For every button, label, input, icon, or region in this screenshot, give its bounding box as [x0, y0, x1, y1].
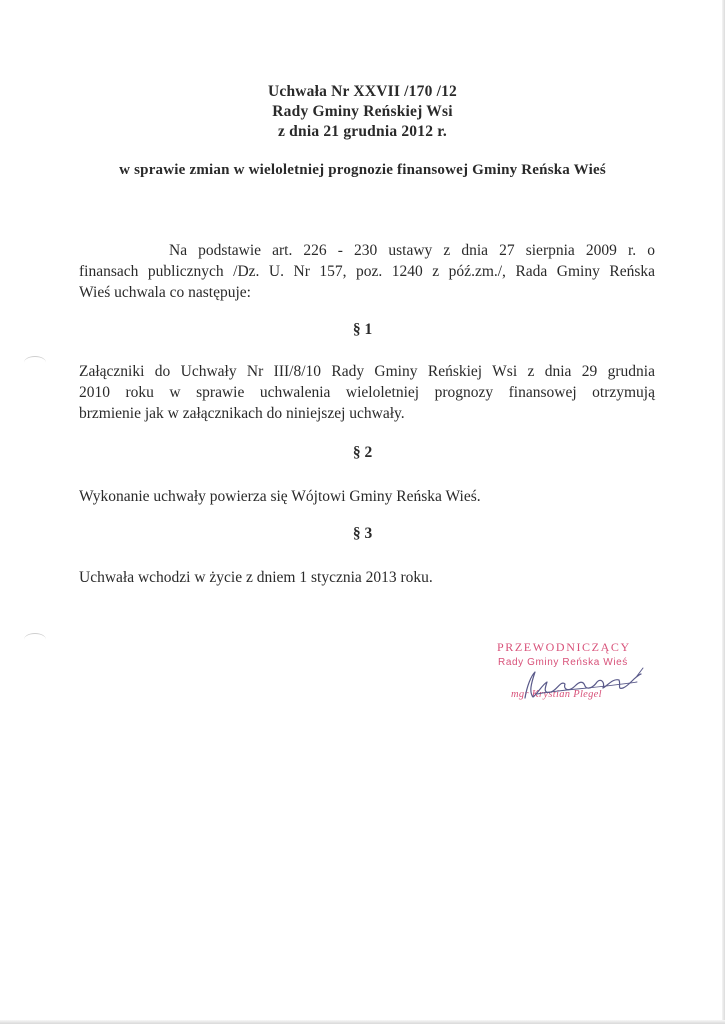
section-3-line: Uchwała wchodzi w życie z dniem 1 stycznia 2013 roku. [79, 569, 433, 586]
section-1-paragraph [79, 361, 655, 424]
section-3-paragraph [79, 567, 655, 588]
preamble-line: Na podstawie art. 226 - 230 ustawy z dnia 27 sierpnia 2009 r. o [169, 242, 655, 259]
stamp-organization: Rady Gminy Reńska Wieś [498, 657, 628, 668]
resolution-council: Rady Gminy Reńskiej Wsi [272, 103, 453, 120]
section-mark-3: § 3 [352, 525, 373, 542]
chairman-stamp [497, 640, 657, 710]
handwritten-signature [517, 664, 657, 704]
resolution-number: Uchwała Nr XXVII /170 /12 [268, 83, 457, 100]
preamble-line: finansach publicznych /Dz. U. Nr 157, poz. 1240 z póź.zm./, Rada Gminy Reńska [79, 263, 655, 280]
section-2-paragraph [79, 486, 655, 507]
stamp-name: mgr Krystian Plegel [511, 689, 602, 700]
section-mark-2: § 2 [352, 444, 373, 461]
scan-edge-bottom [0, 1020, 725, 1024]
punch-hole-mark-upper [24, 356, 46, 369]
preamble-paragraph [79, 240, 655, 303]
section-1-line: 2010 roku w sprawie uchwalenia wieloletniej prognozy finansowej otrzymują [79, 384, 655, 401]
section-2-line: Wykonanie uchwały powierza się Wójtowi Gminy Reńska Wieś. [79, 488, 481, 505]
resolution-subject: w sprawie zmian w wieloletniej prognozie finansowej Gminy Reńska Wieś [119, 162, 606, 178]
section-1-line: brzmienie jak w załącznikach do niniejszej uchwały. [79, 405, 405, 422]
section-1-line: Załączniki do Uchwały Nr III/8/10 Rady Gminy Reńskiej Wsi z dnia 29 grudnia [79, 363, 655, 380]
preamble-line: Wieś uchwala co następuje: [79, 284, 251, 301]
stamp-title: PRZEWODNICZĄCY [497, 640, 631, 654]
resolution-date: z dnia 21 grudnia 2012 r. [278, 123, 447, 140]
punch-hole-mark-lower [24, 633, 46, 646]
section-mark-1: § 1 [352, 321, 373, 338]
